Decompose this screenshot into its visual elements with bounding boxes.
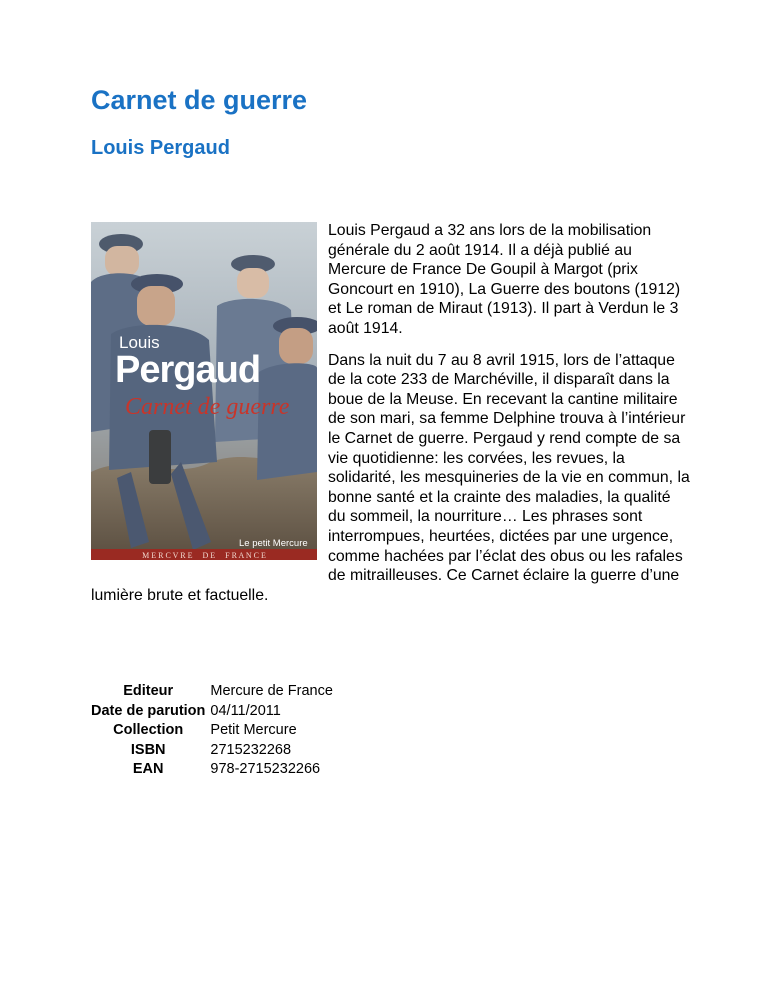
metadata-label: Collection <box>113 722 184 738</box>
metadata-value: 2715232268 <box>210 741 292 758</box>
book-author: Louis Pergaud <box>91 137 230 159</box>
metadata-row-editeur <box>91 682 333 702</box>
book-title: Carnet de guerre <box>91 85 308 115</box>
cover-author-last: Pergaud <box>115 349 261 391</box>
metadata-row-collection <box>91 721 333 741</box>
cover-publisher-name: M E R C V R E D E F R A N C E <box>142 551 266 560</box>
book-description <box>91 221 691 617</box>
description-paragraph-2: Dans la nuit du 7 au 8 avril 1915, lors de l’attaque de la cote 233 de Marchéville, il disparaît dans la boue de la Meuse. En recevant la cantine militaire de son mari, sa femme Delphine trouva à l’intérieur le Carnet de guerre. Pergaud y rend compte de sa vie quotidienne: les corvées, les revues, la solidarité, les mesquineries de la vie en commun, la bonne santé et la crainte des maladies, la qualité du sommeil, la nourriture… Les phrases sont interrompues, heurtées, dictées par une urgence, comme hachées par l’éclat des obus ou les rafales de mitrailleuses. Ce Carnet éclaire la guerre d’une lumière brute et factuelle. <box>91 351 690 604</box>
metadata-label: ISBN <box>130 741 166 758</box>
cover-collection-label: Le petit Mercure <box>239 538 308 549</box>
metadata-label: EAN <box>132 761 164 777</box>
book-metadata-table <box>91 682 333 780</box>
metadata-row-isbn <box>91 741 333 761</box>
metadata-row-ean <box>91 760 333 780</box>
metadata-value: Mercure de France <box>210 683 333 699</box>
metadata-value: 04/11/2011 <box>210 702 281 719</box>
cover-book-title: Carnet de guerre <box>125 394 290 420</box>
metadata-row-date <box>91 702 333 722</box>
metadata-value: 978-2715232266 <box>210 761 321 777</box>
metadata-label: Date de parution <box>91 702 206 719</box>
metadata-label: Editeur <box>123 683 174 699</box>
description-paragraph-1: Louis Pergaud a 32 ans lors de la mobilisation générale du 2 août 1914. Il a déjà publié au Mercure de France De Goupil à Margot (prix Goncourt en 1910), La Guerre des boutons (1912) et Le roman de Miraut (1913). Il part à Verdun le 3 août 1914. <box>328 222 681 337</box>
metadata-value: Petit Mercure <box>210 722 297 738</box>
cover-author-first: Louis <box>119 333 160 352</box>
